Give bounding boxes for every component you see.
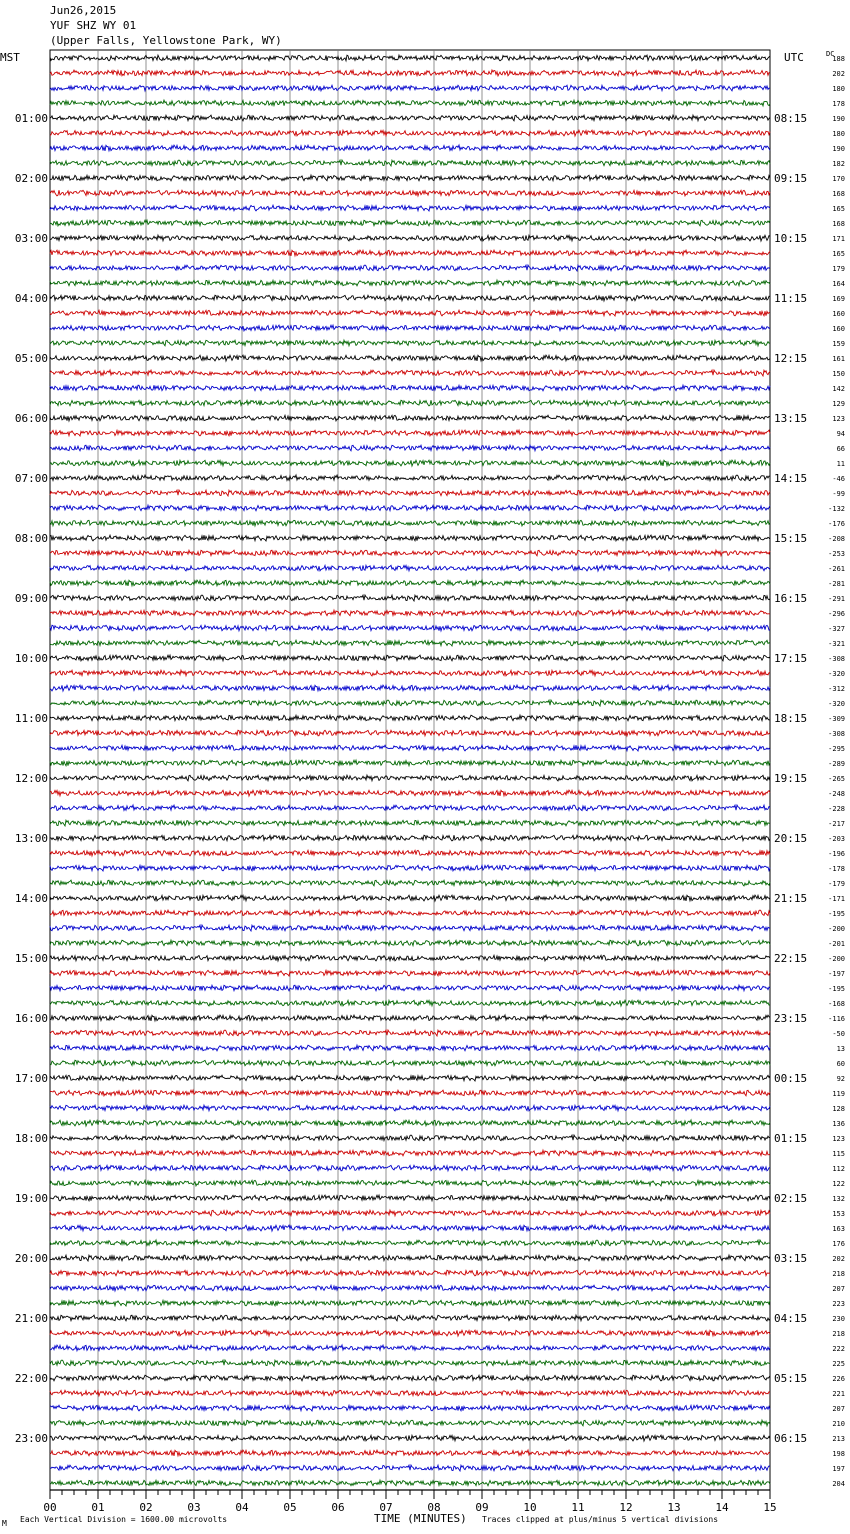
- seismic-trace: [50, 1180, 770, 1186]
- dc-offset-label: -99: [832, 490, 845, 498]
- x-tick-label: 14: [715, 1501, 729, 1514]
- dc-offset-label: 218: [832, 1270, 845, 1278]
- utc-hour-label: 08:15: [774, 112, 808, 125]
- station-code: YUF SHZ WY 01: [50, 19, 137, 32]
- utc-hour-label: 09:15: [774, 172, 808, 185]
- utc-hour-label: 12:15: [774, 352, 808, 365]
- seismic-trace: [50, 175, 770, 181]
- mst-hour-label: 14:00: [14, 892, 48, 905]
- x-tick-label: 01: [91, 1501, 105, 1514]
- seismic-trace: [50, 115, 770, 121]
- dc-offset-label: -116: [828, 1015, 845, 1023]
- utc-hour-label: 00:15: [774, 1072, 808, 1085]
- seismic-trace: [50, 205, 770, 211]
- seismic-trace: [50, 1195, 770, 1201]
- seismic-trace: [50, 820, 770, 826]
- dc-offset-label: 178: [832, 100, 845, 108]
- seismic-trace: [50, 1450, 770, 1456]
- x-tick-label: 11: [571, 1501, 585, 1514]
- dc-offset-label: 179: [832, 265, 845, 273]
- dc-offset-label: -320: [828, 700, 845, 708]
- seismic-trace: [50, 445, 770, 451]
- utc-hour-label: 16:15: [774, 592, 808, 605]
- dc-offset-label: -265: [828, 775, 845, 783]
- dc-offset-label: -321: [828, 640, 845, 648]
- dc-offset-label: -46: [832, 475, 845, 483]
- x-tick-label: 12: [619, 1501, 633, 1514]
- dc-offset-label: -171: [828, 895, 845, 903]
- dc-offset-label: -197: [828, 970, 845, 978]
- dc-offset-label: 210: [832, 1420, 845, 1428]
- x-tick-label: 06: [331, 1501, 345, 1514]
- x-tick-label: 08: [427, 1501, 441, 1514]
- dc-offset-label: -327: [828, 625, 845, 633]
- seismic-trace: [50, 160, 770, 166]
- seismic-trace: [50, 310, 770, 316]
- dc-offset-label: 170: [832, 175, 845, 183]
- dc-offset-label: 13: [836, 1045, 845, 1053]
- dc-offset-label: 123: [832, 1135, 845, 1143]
- dc-offset-label: -200: [828, 955, 845, 963]
- seismic-trace: [50, 640, 770, 646]
- dc-offset-label: -196: [828, 850, 845, 858]
- dc-offset-label: 213: [832, 1435, 845, 1443]
- utc-hour-label: 23:15: [774, 1012, 808, 1025]
- dc-offset-label: 160: [832, 325, 845, 333]
- dc-offset-label: 92: [836, 1075, 845, 1083]
- dc-offset-label: -179: [828, 880, 845, 888]
- mst-hour-label: 01:00: [14, 112, 48, 125]
- x-tick-label: 00: [43, 1501, 57, 1514]
- seismic-trace: [50, 550, 770, 556]
- seismic-trace: [50, 595, 770, 601]
- utc-hour-label: 15:15: [774, 532, 808, 545]
- seismic-trace: [50, 1090, 770, 1096]
- dc-offset-label: -295: [828, 745, 845, 753]
- seismic-trace: [50, 1405, 770, 1411]
- dc-offset-label: -201: [828, 940, 845, 948]
- dc-offset-label: 180: [832, 85, 845, 93]
- seismic-trace: [50, 430, 770, 436]
- dc-offset-label: 168: [832, 190, 845, 198]
- dc-offset-label: 221: [832, 1390, 845, 1398]
- dc-offset-label: 182: [832, 160, 845, 168]
- seismic-trace: [50, 805, 770, 811]
- mst-hour-label: 18:00: [14, 1132, 48, 1145]
- dc-offset-label: -200: [828, 925, 845, 933]
- dc-offset-label: 161: [832, 355, 845, 363]
- seismic-trace: [50, 1255, 770, 1261]
- mst-hour-label: 19:00: [14, 1192, 48, 1205]
- seismic-trace: [50, 130, 770, 136]
- x-tick-label: 05: [283, 1501, 297, 1514]
- seismic-trace: [50, 1015, 770, 1021]
- utc-hour-label: 10:15: [774, 232, 808, 245]
- seismic-trace: [50, 1300, 770, 1306]
- dc-offset-label: 171: [832, 235, 845, 243]
- dc-offset-label: -132: [828, 505, 845, 513]
- seismic-trace: [50, 655, 770, 661]
- utc-hour-label: 20:15: [774, 832, 808, 845]
- dc-offset-label: 165: [832, 205, 845, 213]
- utc-hour-label: 18:15: [774, 712, 808, 725]
- x-tick-label: 07: [379, 1501, 393, 1514]
- dc-offset-label: 142: [832, 385, 845, 393]
- dc-offset-label: 163: [832, 1225, 845, 1233]
- seismic-trace: [50, 610, 770, 616]
- seismic-trace: [50, 910, 770, 916]
- seismic-trace: [50, 940, 770, 946]
- dc-offset-label: 132: [832, 1195, 845, 1203]
- utc-hour-label: 02:15: [774, 1192, 808, 1205]
- seismic-trace: [50, 1435, 770, 1441]
- seismic-trace: [50, 55, 770, 61]
- seismic-trace: [50, 355, 770, 361]
- seismic-trace: [50, 385, 770, 391]
- seismic-trace: [50, 1240, 770, 1246]
- dc-offset-label: -312: [828, 685, 845, 693]
- seismic-trace: [50, 100, 770, 106]
- seismic-trace: [50, 775, 770, 781]
- dc-offset-label: -320: [828, 670, 845, 678]
- dc-offset-label: -296: [828, 610, 845, 618]
- seismic-trace: [50, 1270, 770, 1276]
- seismic-trace: [50, 1285, 770, 1291]
- dc-offset-label: 222: [832, 1345, 845, 1353]
- seismic-trace: [50, 85, 770, 91]
- dc-offset-label: 159: [832, 340, 845, 348]
- dc-offset-label: 204: [832, 1480, 845, 1488]
- utc-hour-label: 05:15: [774, 1372, 808, 1385]
- seismic-trace: [50, 1075, 770, 1081]
- dc-offset-label: 115: [832, 1150, 845, 1158]
- mst-hour-label: 09:00: [14, 592, 48, 605]
- dc-offset-label: 207: [832, 1405, 845, 1413]
- dc-offset-label: 129: [832, 400, 845, 408]
- seismic-trace: [50, 565, 770, 571]
- seismic-trace: [50, 1135, 770, 1141]
- seismic-trace: [50, 400, 770, 406]
- mst-hour-label: 16:00: [14, 1012, 48, 1025]
- seismic-trace: [50, 1165, 770, 1171]
- seismic-trace: [50, 1465, 770, 1471]
- dc-offset-label: -203: [828, 835, 845, 843]
- dc-offset-label: 119: [832, 1090, 845, 1098]
- plot-date: Jun26,2015: [50, 4, 117, 17]
- mst-hour-label: 17:00: [14, 1072, 48, 1085]
- dc-offset-label: 66: [836, 445, 845, 453]
- mst-hour-label: 10:00: [14, 652, 48, 665]
- utc-hour-label: 17:15: [774, 652, 808, 665]
- dc-offset-label: -178: [828, 865, 845, 873]
- seismic-trace: [50, 1225, 770, 1231]
- footer-mark: M: [2, 1519, 7, 1528]
- mst-hour-label: 23:00: [14, 1432, 48, 1445]
- right-timezone-label: UTC: [784, 51, 804, 64]
- dc-offset-label: -217: [828, 820, 845, 828]
- seismic-trace: [50, 1210, 770, 1216]
- dc-offset-label: 207: [832, 1285, 845, 1293]
- dc-offset-label: -248: [828, 790, 845, 798]
- dc-offset-label: 136: [832, 1120, 845, 1128]
- x-axis-title: TIME (MINUTES): [374, 1512, 467, 1525]
- dc-offset-label: -291: [828, 595, 845, 603]
- mst-hour-label: 04:00: [14, 292, 48, 305]
- seismic-trace: [50, 1030, 770, 1036]
- mst-hour-label: 15:00: [14, 952, 48, 965]
- seismic-trace: [50, 1330, 770, 1336]
- seismic-trace: [50, 1150, 770, 1156]
- utc-hour-label: 11:15: [774, 292, 808, 305]
- seismic-trace: [50, 340, 770, 346]
- seismic-trace: [50, 505, 770, 511]
- seismic-trace: [50, 670, 770, 676]
- dc-offset-label: 11: [836, 460, 845, 468]
- mst-hour-label: 11:00: [14, 712, 48, 725]
- utc-hour-label: 22:15: [774, 952, 808, 965]
- dc-offset-label: -176: [828, 520, 845, 528]
- seismic-trace: [50, 325, 770, 331]
- dc-offset-label: 198: [832, 1450, 845, 1458]
- mst-hour-label: 03:00: [14, 232, 48, 245]
- dc-offset-label: -208: [828, 535, 845, 543]
- dc-offset-label: 226: [832, 1375, 845, 1383]
- scale-note: Each Vertical Division = 1600.00 microvolts: [20, 1515, 228, 1524]
- dc-offset-label: 153: [832, 1210, 845, 1218]
- station-location: (Upper Falls, Yellowstone Park, WY): [50, 34, 282, 47]
- seismic-trace: [50, 145, 770, 151]
- dc-offset-label: 223: [832, 1300, 845, 1308]
- seismic-trace: [50, 955, 770, 961]
- dc-offset-label: -281: [828, 580, 845, 588]
- dc-offset-label: 202: [832, 70, 845, 78]
- dc-offset-label: -309: [828, 715, 845, 723]
- x-tick-label: 03: [187, 1501, 201, 1514]
- dc-offset-label: 160: [832, 310, 845, 318]
- seismic-trace: [50, 1390, 770, 1396]
- clip-note: Traces clipped at plus/minus 5 vertical divisions: [482, 1515, 719, 1524]
- utc-hour-label: 01:15: [774, 1132, 808, 1145]
- dc-offset-label: -168: [828, 1000, 845, 1008]
- utc-hour-label: 06:15: [774, 1432, 808, 1445]
- x-tick-label: 09: [475, 1501, 489, 1514]
- seismic-trace: [50, 715, 770, 721]
- dc-offset-label: -289: [828, 760, 845, 768]
- seismic-trace: [50, 190, 770, 196]
- dc-column-label: DC: [826, 50, 835, 58]
- seismic-trace: [50, 235, 770, 241]
- dc-offset-label: 164: [832, 280, 845, 288]
- seismic-trace: [50, 745, 770, 751]
- dc-offset-label: 218: [832, 1330, 845, 1338]
- seismic-trace: [50, 415, 770, 421]
- seismic-trace: [50, 1420, 770, 1426]
- utc-hour-label: 13:15: [774, 412, 808, 425]
- seismic-trace: [50, 685, 770, 691]
- seismic-trace: [50, 475, 770, 481]
- utc-hour-label: 14:15: [774, 472, 808, 485]
- seismic-trace: [50, 895, 770, 901]
- seismic-trace: [50, 250, 770, 256]
- seismic-trace: [50, 730, 770, 736]
- utc-hour-label: 04:15: [774, 1312, 808, 1325]
- mst-hour-label: 21:00: [14, 1312, 48, 1325]
- mst-hour-label: 08:00: [14, 532, 48, 545]
- seismic-trace: [50, 925, 770, 931]
- seismic-trace: [50, 490, 770, 496]
- seismic-trace: [50, 880, 770, 886]
- dc-offset-label: 112: [832, 1165, 845, 1173]
- seismic-trace: [50, 1315, 770, 1321]
- seismic-trace: [50, 1120, 770, 1126]
- dc-offset-label: -308: [828, 730, 845, 738]
- seismic-trace: [50, 70, 770, 76]
- seismic-trace: [50, 220, 770, 226]
- x-tick-label: 02: [139, 1501, 153, 1514]
- mst-hour-label: 13:00: [14, 832, 48, 845]
- seismic-trace: [50, 850, 770, 856]
- seismic-trace: [50, 280, 770, 286]
- seismic-trace: [50, 790, 770, 796]
- x-tick-label: 13: [667, 1501, 681, 1514]
- x-tick-label: 04: [235, 1501, 249, 1514]
- seismic-trace: [50, 970, 770, 976]
- dc-offset-label: -195: [828, 985, 845, 993]
- dc-offset-label: 150: [832, 370, 845, 378]
- dc-offset-label: 190: [832, 145, 845, 153]
- dc-offset-label: -261: [828, 565, 845, 573]
- x-tick-label: 15: [763, 1501, 777, 1514]
- seismic-trace: [50, 700, 770, 706]
- dc-offset-label: 122: [832, 1180, 845, 1188]
- dc-offset-label: 188: [832, 55, 845, 63]
- seismic-trace: [50, 1000, 770, 1006]
- seismic-trace: [50, 760, 770, 766]
- mst-hour-label: 22:00: [14, 1372, 48, 1385]
- seismic-trace: [50, 295, 770, 301]
- seismic-trace: [50, 1375, 770, 1381]
- dc-offset-label: -195: [828, 910, 845, 918]
- seismic-trace: [50, 520, 770, 526]
- seismic-trace: [50, 1060, 770, 1066]
- dc-offset-label: 190: [832, 115, 845, 123]
- dc-offset-label: 165: [832, 250, 845, 258]
- seismic-trace: [50, 625, 770, 631]
- seismic-trace: [50, 1105, 770, 1111]
- seismic-trace: [50, 1360, 770, 1366]
- seismic-trace: [50, 535, 770, 541]
- dc-offset-label: 60: [836, 1060, 845, 1068]
- x-tick-label: 10: [523, 1501, 537, 1514]
- dc-offset-label: 197: [832, 1465, 845, 1473]
- utc-hour-label: 19:15: [774, 772, 808, 785]
- utc-hour-label: 03:15: [774, 1252, 808, 1265]
- dc-offset-label: 169: [832, 295, 845, 303]
- dc-offset-label: -228: [828, 805, 845, 813]
- seismic-trace: [50, 460, 770, 466]
- seismic-trace: [50, 1480, 770, 1486]
- dc-offset-label: -253: [828, 550, 845, 558]
- dc-offset-label: 202: [832, 1255, 845, 1263]
- seismic-trace: [50, 1045, 770, 1051]
- mst-hour-label: 06:00: [14, 412, 48, 425]
- dc-offset-label: 123: [832, 415, 845, 423]
- dc-offset-label: -50: [832, 1030, 845, 1038]
- mst-hour-label: 20:00: [14, 1252, 48, 1265]
- seismic-trace: [50, 265, 770, 271]
- seismic-trace: [50, 835, 770, 841]
- mst-hour-label: 12:00: [14, 772, 48, 785]
- seismic-trace: [50, 985, 770, 991]
- dc-offset-label: 94: [836, 430, 845, 438]
- dc-offset-label: 225: [832, 1360, 845, 1368]
- dc-offset-label: 128: [832, 1105, 845, 1113]
- seismic-trace: [50, 580, 770, 586]
- mst-hour-label: 07:00: [14, 472, 48, 485]
- dc-offset-label: 168: [832, 220, 845, 228]
- dc-offset-label: 176: [832, 1240, 845, 1248]
- dc-offset-label: 180: [832, 130, 845, 138]
- seismic-trace: [50, 865, 770, 871]
- dc-offset-label: -308: [828, 655, 845, 663]
- seismic-trace: [50, 1345, 770, 1351]
- utc-hour-label: 21:15: [774, 892, 808, 905]
- dc-offset-label: 230: [832, 1315, 845, 1323]
- mst-hour-label: 05:00: [14, 352, 48, 365]
- mst-hour-label: 02:00: [14, 172, 48, 185]
- seismic-trace: [50, 370, 770, 376]
- left-timezone-label: MST: [0, 51, 20, 64]
